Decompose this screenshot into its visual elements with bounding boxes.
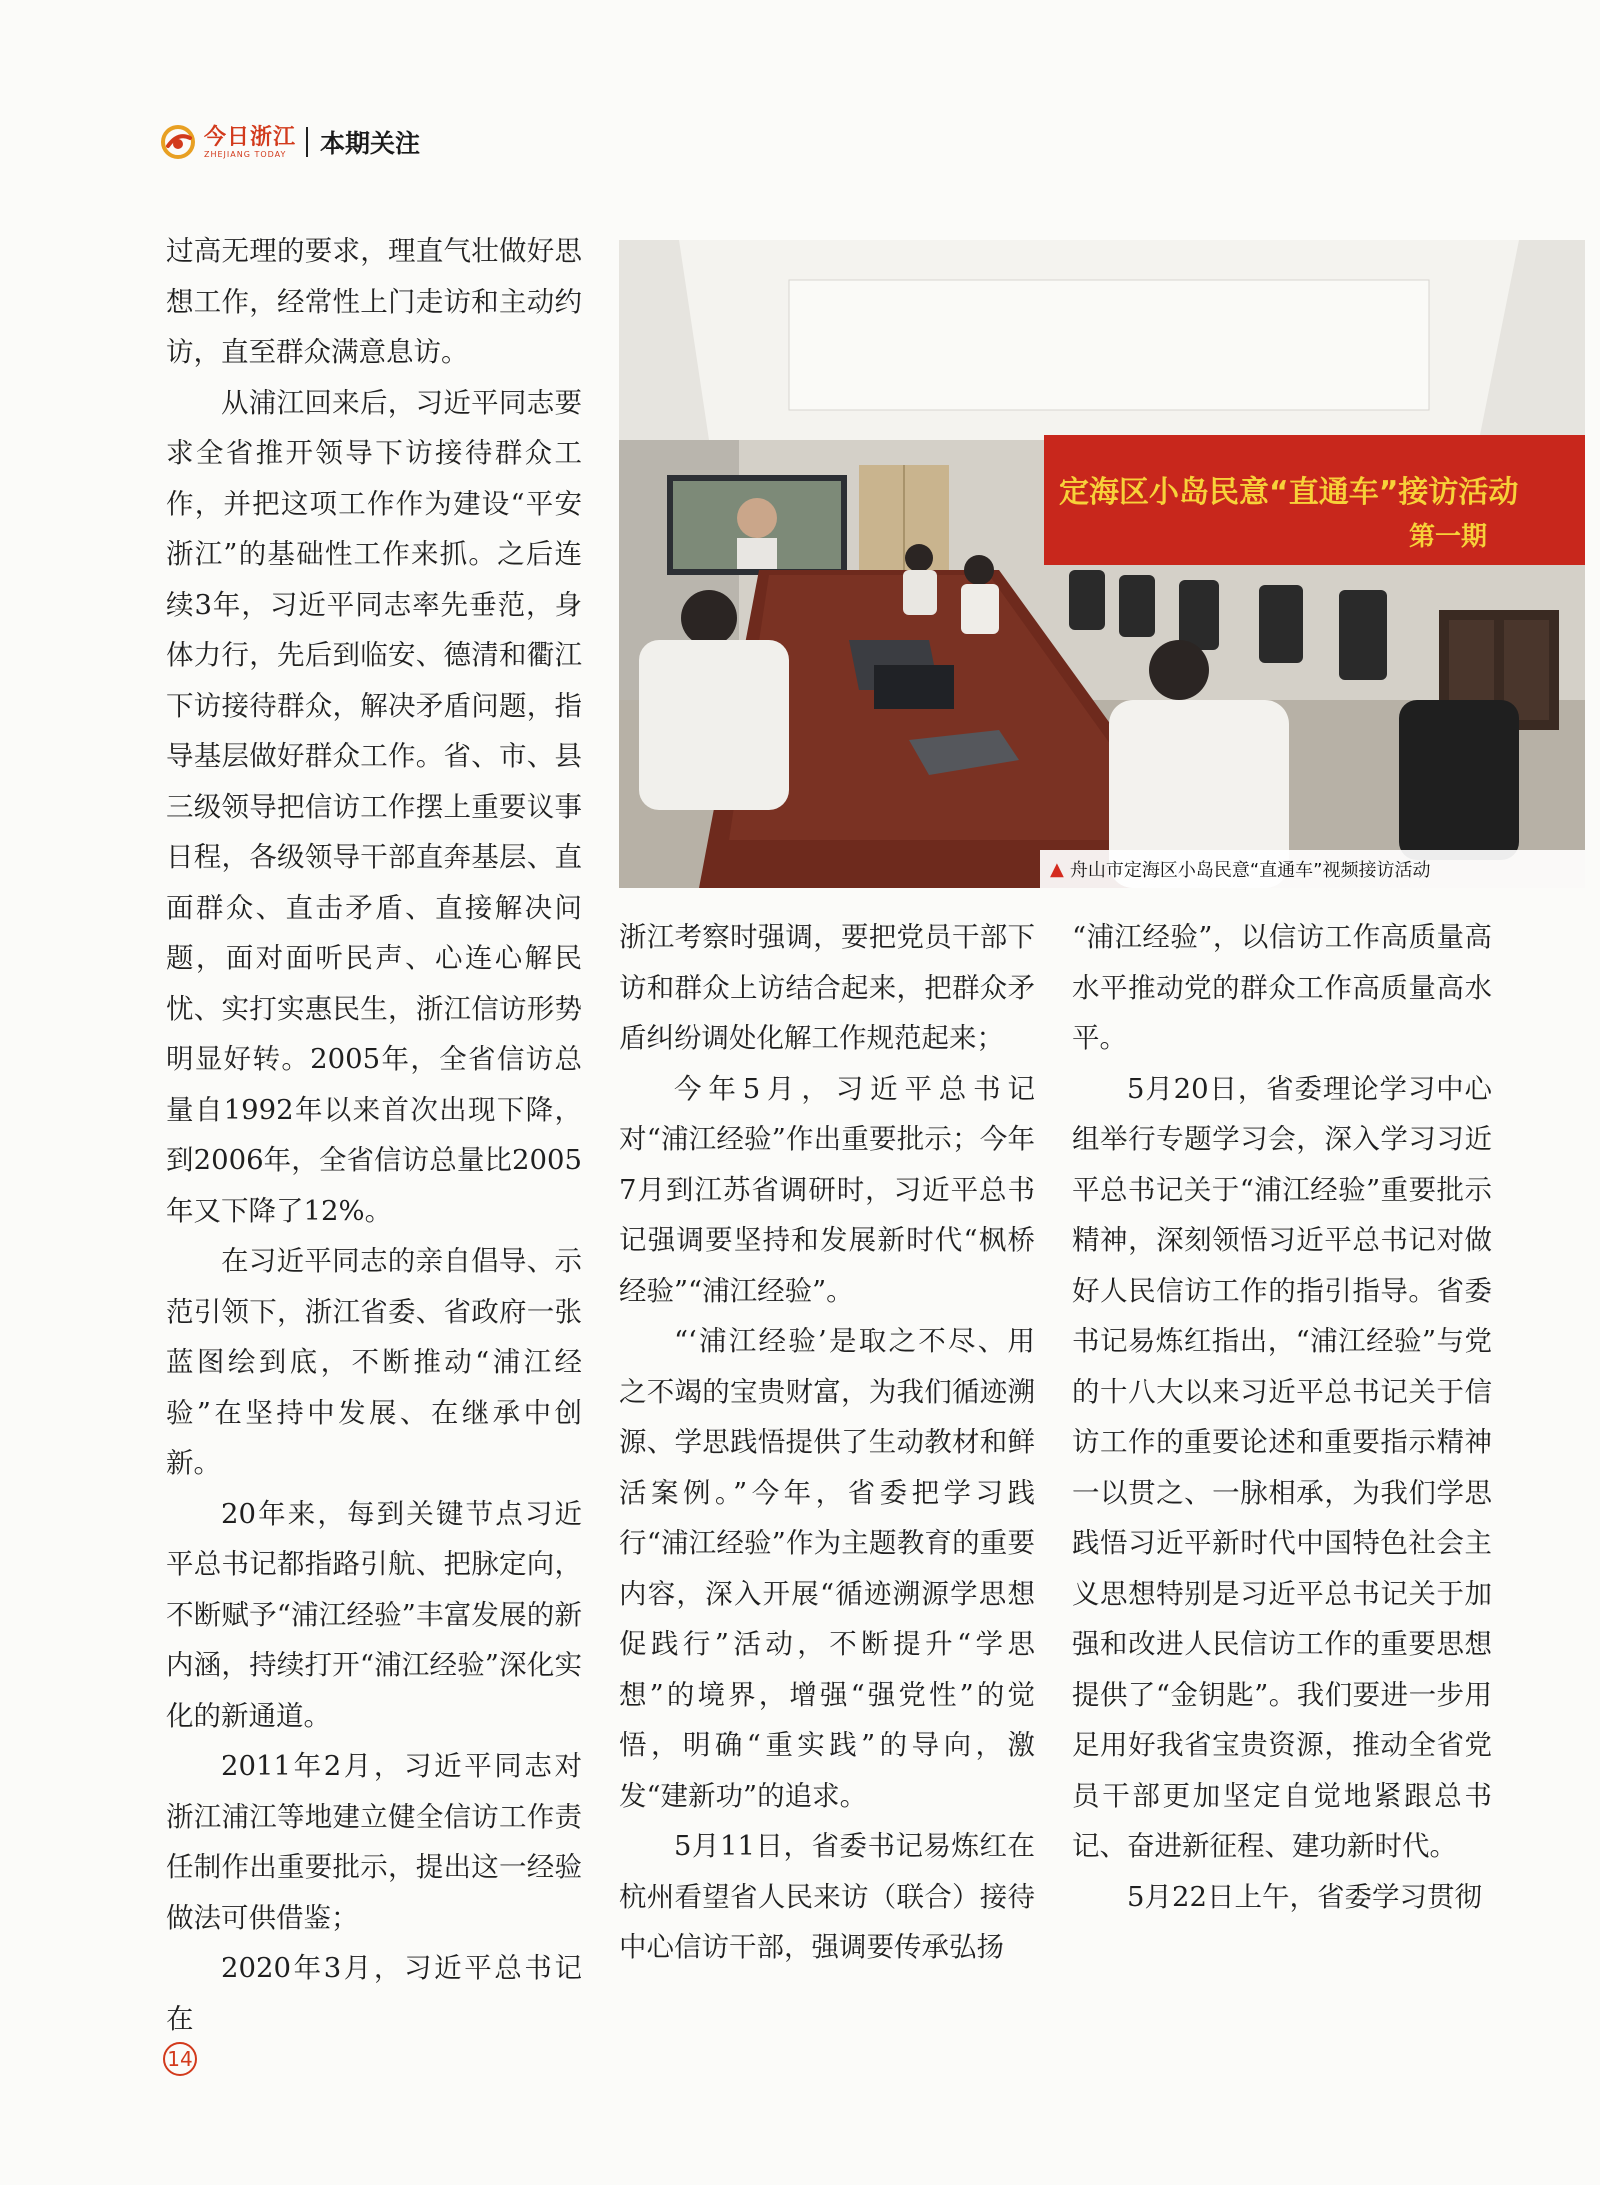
paragraph: 从浦江回来后，习近平同志要求全省推开领导下访接待群众工作，并把这项工作作为建设“平安浙江”的基础性工作来抓。之后连续3年，习近平同志率先垂范，身体力行，先后到临安、德清和衢江下访接待群众，解决矛盾问题，指导基层做好群众工作。省、市、县三级领导把信访工作摆上重要议事日程，各级领导干部直奔基层、直面群众、直击矛盾、直接解决问题，面对面听民声、心连心解民忧、实打实惠民生，浙江信访形势明显好转。2005年，全省信访总量自1992年以来首次出现下降，到2006年，全省信访总量比2005年又下降了12%。: [166, 386, 582, 1227]
text-column-2: [619, 912, 1035, 1973]
caption-triangle-icon: ▲: [1050, 858, 1064, 880]
banner-line-2: 第一期: [1409, 522, 1488, 552]
text-column-3: [1072, 912, 1492, 1922]
paragraph: 20年来，每到关键节点习近平总书记都指路引航、把脉定向，不断赋予“浦江经验”丰富发展的新内涵，持续打开“浦江经验”深化实化的新通道。: [166, 1497, 582, 1732]
paragraph: 5月11日，省委书记易炼红在杭州看望省人民来访（联合）接待中心信访干部，强调要传承弘扬: [619, 1830, 1035, 1963]
paragraph: “浦江经验”，以信访工作高质量高水平推动党的群众工作高质量高水平。: [1072, 921, 1492, 1054]
paragraph: 今年5月，习近平总书记对“浦江经验”作出重要批示；今年7月到江苏省调研时，习近平总书记强调要坚持和发展新时代“枫桥经验”“浦江经验”。: [619, 1072, 1035, 1307]
section-title: 本期关注: [320, 129, 421, 158]
paragraph: 浙江考察时强调，要把党员干部下访和群众上访结合起来，把群众矛盾纠纷调处化解工作规范起来；: [619, 921, 1035, 1054]
paragraph: 在习近平同志的亲自倡导、示范引领下，浙江省委、省政府一张蓝图绘到底，不断推动“浦江经验”在坚持中发展、在继承中创新。: [166, 1245, 582, 1479]
paragraph: 5月22日上午，省委学习贯彻: [1127, 1880, 1482, 1913]
photo-illustration: [619, 240, 1585, 888]
banner-line-1: 定海区小岛民意“直通车”接访活动: [1059, 475, 1519, 510]
paragraph: “‘浦江经验’是取之不尽、用之不竭的宝贵财富，为我们循迹溯源、学思践悟提供了生动教材和鲜活案例。”今年，省委把学习践行“浦江经验”作为主题教育的重要内容，深入开展“循迹溯源学思想促践行”活动，不断提升“学思想”的境界，增强“强党性”的觉悟，明确“重实践”的导向，激发“建新功”的追求。: [619, 1325, 1035, 1812]
masthead: [160, 118, 420, 166]
paragraph: 过高无理的要求，理直气壮做好思想工作，经常性上门走访和主动约访，直至群众满意息访。: [166, 235, 582, 368]
paragraph: 2011年2月，习近平同志对浙江浦江等地建立健全信访工作责任制作出重要批示，提出这一经验做法可供借鉴；: [166, 1750, 582, 1934]
zhejiang-today-logo-icon: [160, 124, 196, 160]
logo-chinese-name: 今日浙江: [204, 123, 297, 150]
page-number: 14: [163, 2042, 197, 2076]
paragraph: 2020年3月，习近平总书记在: [166, 1952, 582, 2035]
logo-english-name: ZHEJIANG TODAY: [204, 149, 287, 159]
photo-caption: [1040, 850, 1585, 888]
paragraph: 5月20日，省委理论学习中心组举行专题学习会，深入学习习近平总书记关于“浦江经验”重要批示精神，深刻领悟习近平总书记对做好人民信访工作的指引指导。省委书记易炼红指出，“浦江经验”与党的十八大以来习近平总书记关于信访工作的重要论述和重要指示精神一以贯之、一脉相承，为我们学思践悟习近平新时代中国特色社会主义思想特别是习近平总书记关于加强和改进人民信访工作的重要思想提供了“金钥匙”。我们要进一步用足用好我省宝贵资源，推动全省党员干部更加坚定自觉地紧跟总书记、奋进新征程、建功新时代。: [1072, 1072, 1492, 1862]
text-column-1: [166, 226, 582, 2044]
article-photo: [619, 240, 1585, 888]
logo-wordmark: [204, 123, 297, 159]
header-divider: [306, 127, 308, 157]
photo-caption-text: 舟山市定海区小岛民意“直通车”视频接访活动: [1069, 860, 1431, 881]
